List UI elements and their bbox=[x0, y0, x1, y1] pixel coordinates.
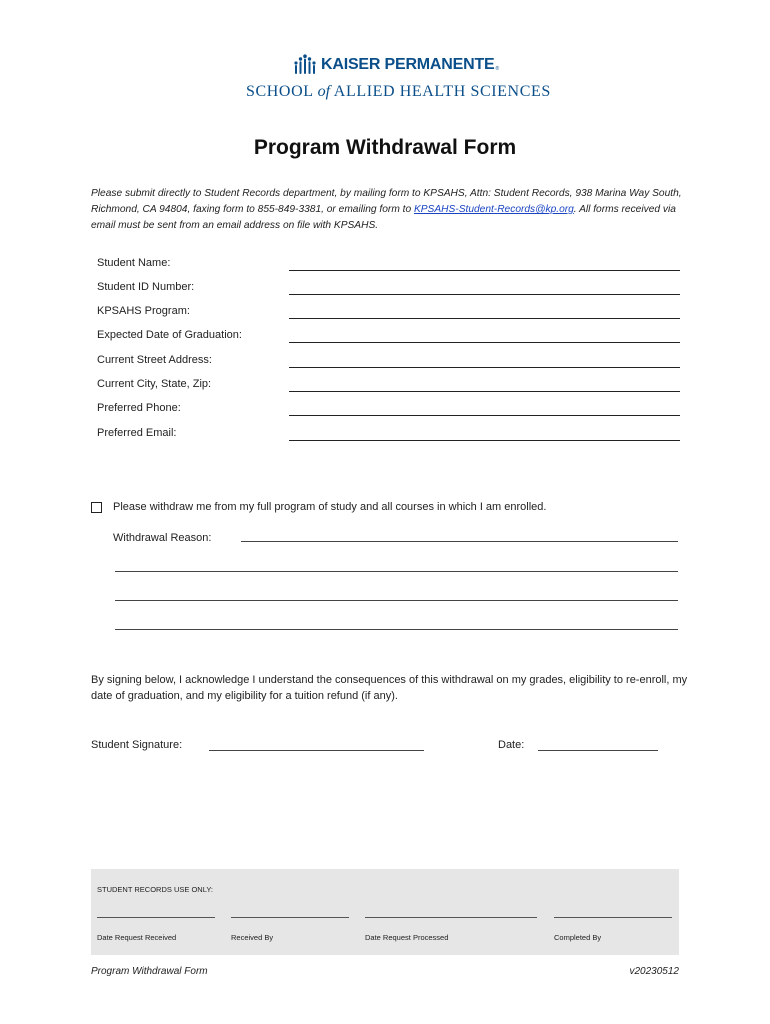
office-label-completed-by: Completed By bbox=[554, 933, 602, 942]
withdrawal-reason-line[interactable] bbox=[115, 600, 678, 601]
logo-brand-name: KAISER PERMANENTE bbox=[321, 56, 495, 73]
field-blank-line[interactable] bbox=[289, 391, 680, 392]
student-records-office-box bbox=[91, 869, 679, 955]
field-kpsahs-program[interactable] bbox=[97, 303, 680, 323]
field-label: Student Name: bbox=[97, 257, 171, 269]
withdrawal-reason-line[interactable] bbox=[241, 541, 678, 542]
office-label-received-by: Received By bbox=[231, 933, 274, 942]
field-street-address[interactable] bbox=[97, 352, 680, 372]
logo-top-row bbox=[293, 54, 499, 76]
office-line-received-by[interactable] bbox=[231, 917, 349, 918]
field-city-state-zip[interactable] bbox=[97, 376, 680, 396]
office-label-date-received: Date Request Received bbox=[97, 933, 177, 942]
field-label: KPSAHS Program: bbox=[97, 305, 190, 317]
office-use-title: STUDENT RECORDS USE ONLY: bbox=[97, 885, 213, 894]
field-student-id[interactable] bbox=[97, 279, 680, 299]
form-instructions bbox=[91, 186, 691, 234]
office-line-date-received[interactable] bbox=[97, 917, 215, 918]
field-expected-graduation[interactable] bbox=[97, 327, 680, 347]
instructions-text-pre: Please submit directly to Student Records department, by mailing form to KPSAHS, Attn: Student Records, 938 Marina Way South, Richmond, CA 94804, faxing form to 855-849-3381, or emailing form to bbox=[91, 188, 682, 215]
office-line-completed-by[interactable] bbox=[554, 917, 672, 918]
field-blank-line[interactable] bbox=[289, 415, 680, 416]
form-title: Program Withdrawal Form bbox=[253, 136, 517, 159]
kp-people-icon bbox=[293, 54, 317, 76]
footer-form-name: Program Withdrawal Form bbox=[91, 966, 208, 977]
logo-school-suffix: ALLIED HEALTH SCIENCES bbox=[333, 83, 551, 100]
field-label: Student ID Number: bbox=[97, 281, 195, 293]
office-line-date-processed[interactable] bbox=[365, 917, 537, 918]
office-label-date-processed: Date Request Processed bbox=[365, 933, 449, 942]
field-label: Current City, State, Zip: bbox=[97, 378, 212, 390]
field-blank-line[interactable] bbox=[289, 440, 680, 441]
logo-school-prefix: SCHOOL bbox=[246, 83, 314, 100]
withdraw-checkbox-label: Please withdraw me from my full program of study and all courses in which I am enrolled. bbox=[113, 501, 547, 513]
student-signature-line[interactable] bbox=[209, 750, 424, 751]
student-records-email-link[interactable]: KPSAHS-Student-Records@kp.org bbox=[413, 204, 574, 215]
logo-school-of: of bbox=[317, 83, 331, 100]
withdrawal-reason-line[interactable] bbox=[115, 571, 678, 572]
field-label: Expected Date of Graduation: bbox=[97, 329, 242, 341]
field-label: Current Street Address: bbox=[97, 354, 212, 366]
field-label: Preferred Email: bbox=[97, 427, 177, 439]
field-blank-line[interactable] bbox=[289, 367, 680, 368]
field-preferred-email[interactable] bbox=[97, 425, 680, 445]
withdraw-checkbox[interactable] bbox=[91, 502, 102, 513]
footer-version: v20230512 bbox=[629, 966, 679, 977]
logo-registered-mark: ® bbox=[495, 66, 500, 72]
field-blank-line[interactable] bbox=[289, 342, 680, 343]
field-preferred-phone[interactable] bbox=[97, 400, 680, 420]
field-student-name[interactable] bbox=[97, 255, 680, 275]
field-blank-line[interactable] bbox=[289, 294, 680, 295]
logo-school-name bbox=[246, 83, 551, 101]
instructions-text-post: . All forms received via email must be sent from an email address on file with KPSAHS. bbox=[91, 204, 676, 231]
field-label: Preferred Phone: bbox=[97, 402, 181, 414]
acknowledgement-text: By signing below, I acknowledge I understand the consequences of this withdrawal on my grades, eligibility to re-enroll, my date of graduation, and my eligibility for a tuition refund (if any). bbox=[91, 674, 688, 702]
withdrawal-reason-label: Withdrawal Reason: bbox=[113, 532, 212, 544]
student-signature-label: Student Signature: bbox=[91, 739, 183, 751]
kp-logo bbox=[0, 52, 770, 104]
date-label: Date: bbox=[498, 739, 525, 751]
field-blank-line[interactable] bbox=[289, 318, 680, 319]
withdrawal-reason-line[interactable] bbox=[115, 629, 678, 630]
date-line[interactable] bbox=[538, 750, 658, 751]
field-blank-line[interactable] bbox=[289, 270, 680, 271]
